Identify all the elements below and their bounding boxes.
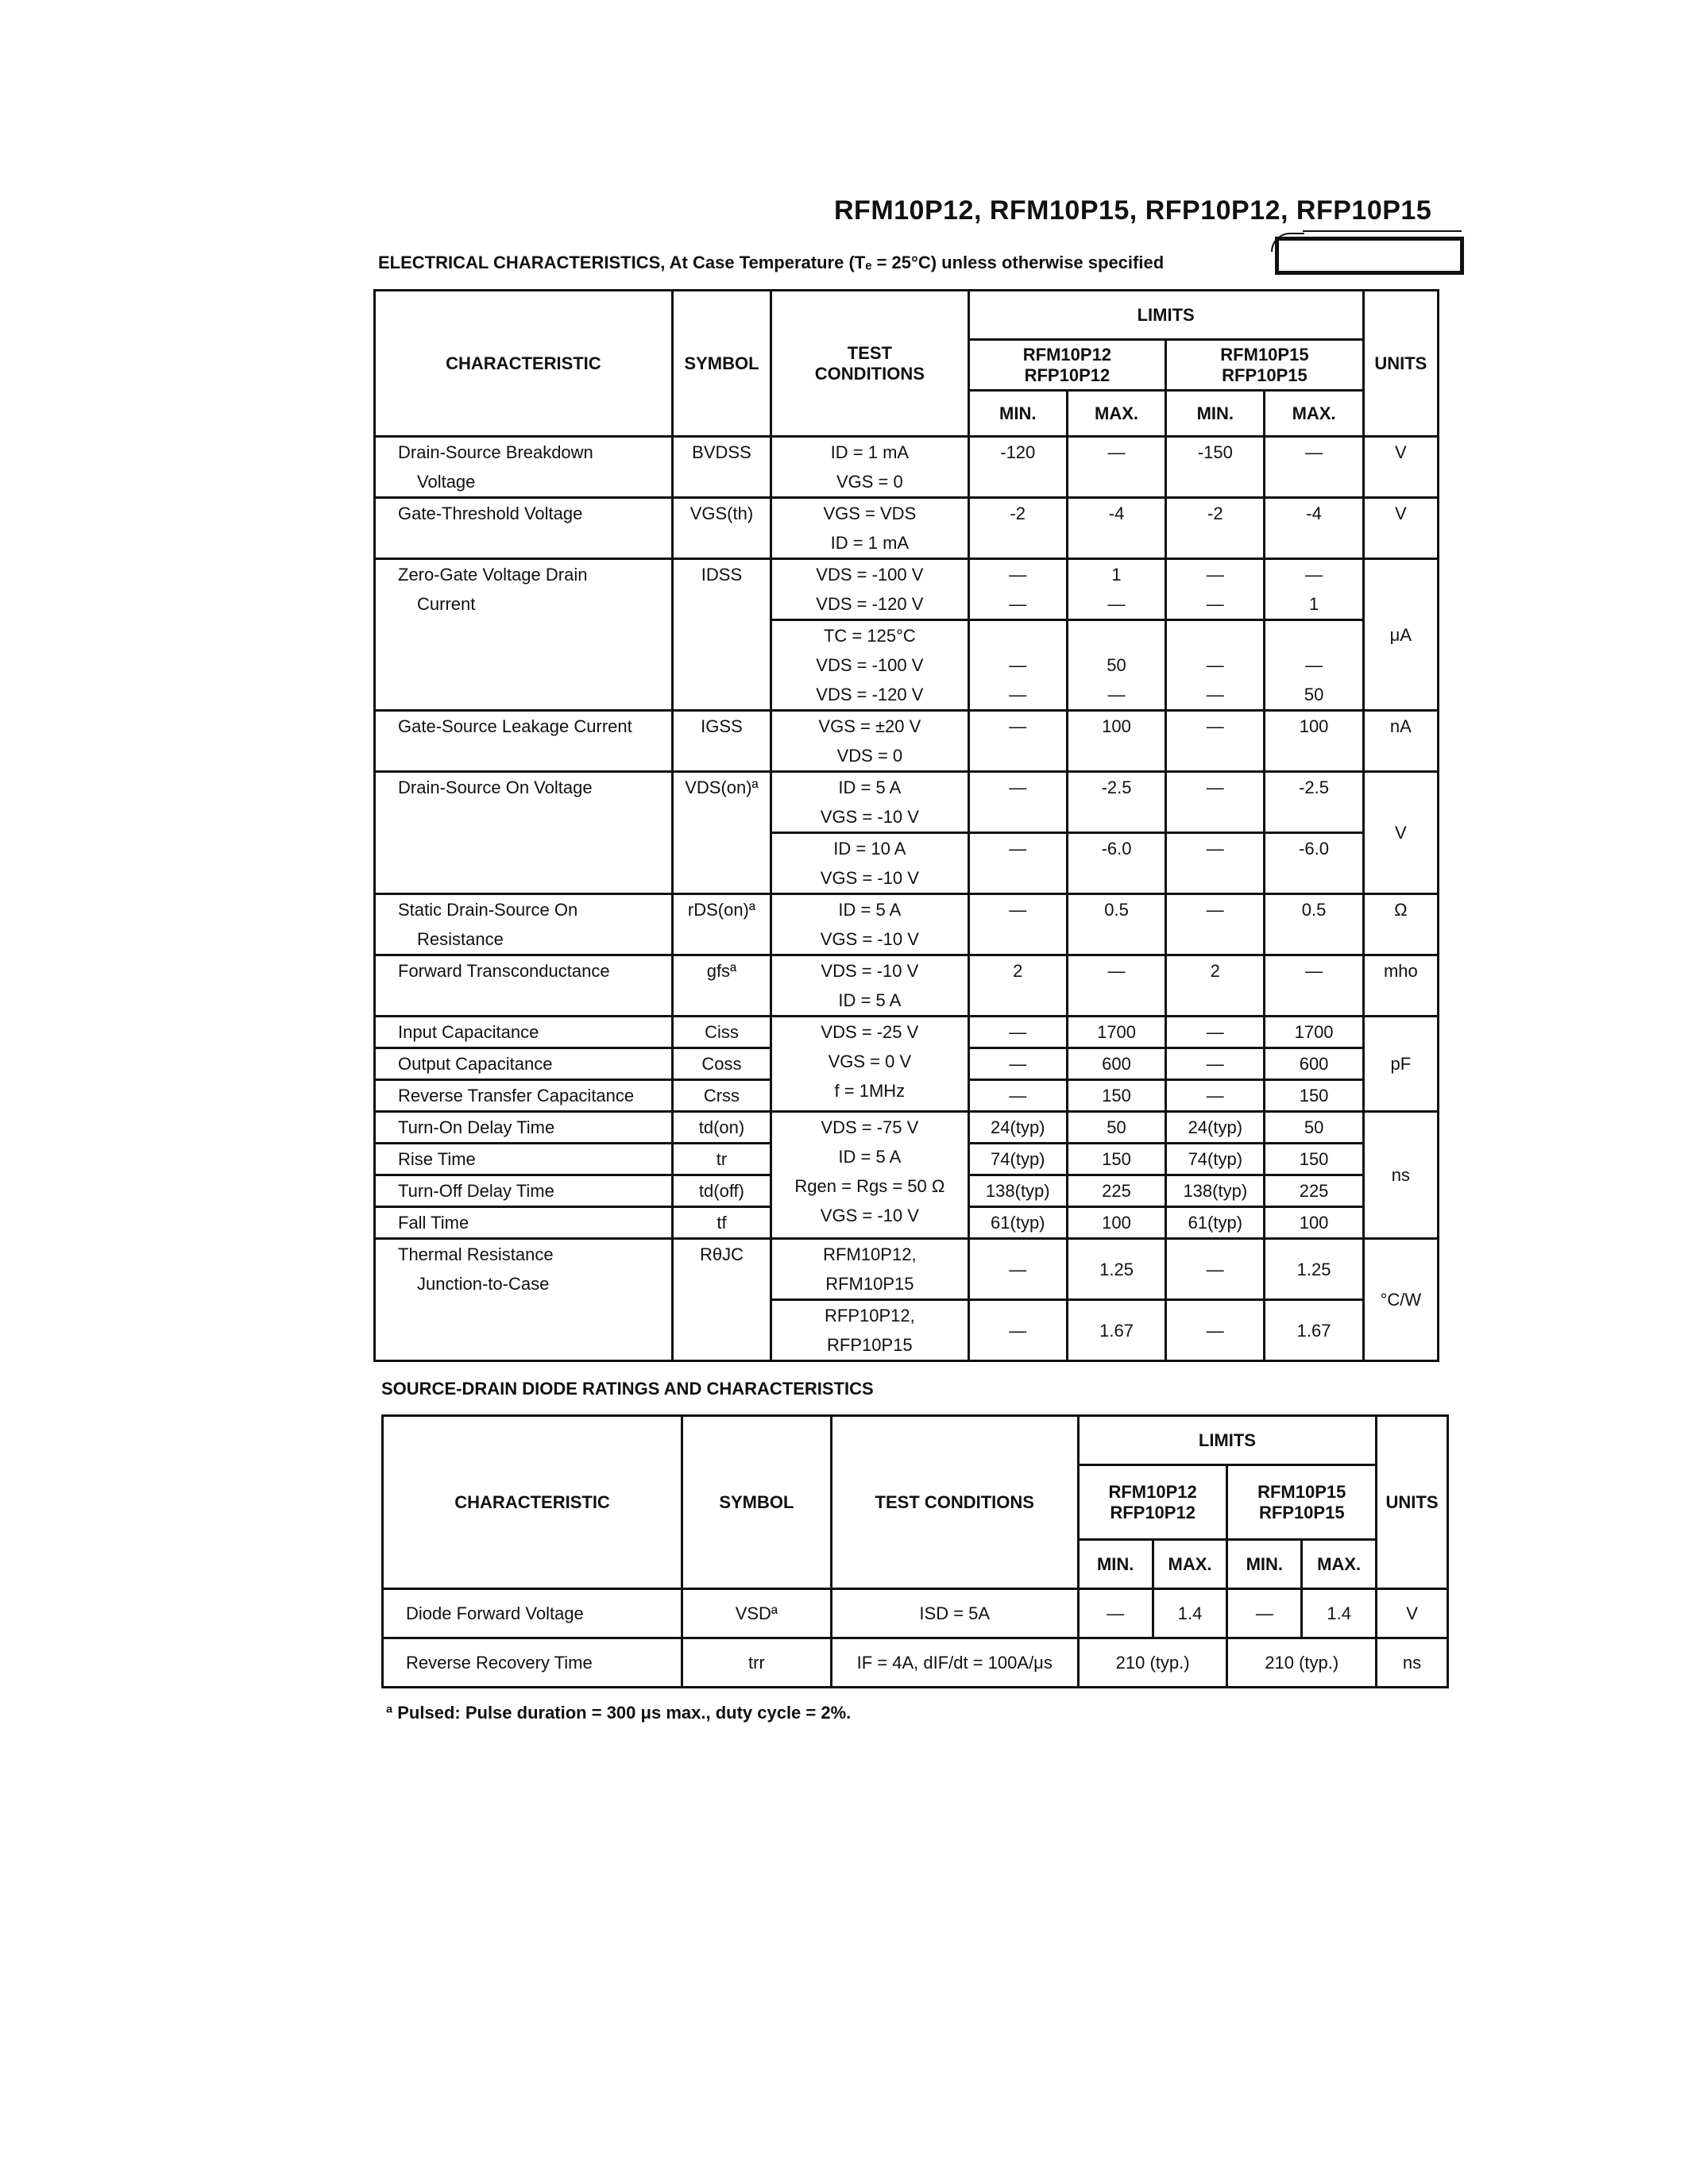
header-units: UNITS (1377, 1416, 1448, 1589)
header-max-2: MAX. (1302, 1540, 1377, 1589)
char-label: Voltage (417, 472, 476, 492)
value: 1700 (1294, 1022, 1334, 1042)
header-max-2: MAX. (1265, 391, 1363, 437)
value: 150 (1102, 1086, 1131, 1106)
table-row (383, 1638, 1448, 1688)
char-label: Turn-Off Delay Time (398, 1181, 554, 1201)
table-row (375, 955, 1439, 1017)
value: — (1009, 1259, 1027, 1279)
units: ns (1377, 1638, 1448, 1688)
value: — (1009, 594, 1027, 614)
value: 1.25 (1296, 1259, 1331, 1279)
value: — (1009, 655, 1027, 675)
condition: VDS = -10 V (821, 961, 919, 981)
condition: ID = 5 A (838, 900, 902, 920)
value: 600 (1102, 1054, 1131, 1074)
condition: VDS = -100 V (816, 655, 924, 675)
header-symbol: SYMBOL (682, 1416, 832, 1589)
table-row (375, 1112, 1439, 1144)
header-symbol: SYMBOL (672, 291, 771, 437)
value: -2 (1207, 504, 1223, 523)
char-label: Turn-On Delay Time (398, 1117, 555, 1137)
char-label: Reverse Recovery Time (383, 1638, 682, 1688)
condition: ID = 10 A (833, 839, 906, 859)
symbol: gfsª (706, 961, 737, 981)
header-min-2: MIN. (1227, 1540, 1302, 1589)
units: μA (1389, 624, 1412, 645)
value: 1 (1111, 565, 1122, 585)
units: V (1395, 823, 1407, 843)
char-label: Gate-Threshold Voltage (398, 504, 583, 523)
value: — (1305, 442, 1323, 462)
condition: VDS = -75 V (821, 1117, 919, 1137)
header-limits: LIMITS (968, 291, 1363, 340)
value: -4 (1108, 504, 1125, 523)
condition: VDS = -120 V (816, 594, 924, 614)
char-label: Input Capacitance (398, 1022, 539, 1042)
value: — (1206, 900, 1224, 920)
char-label: Junction-to-Case (417, 1274, 550, 1294)
table-row (375, 437, 1439, 498)
value: 1 (1308, 594, 1319, 614)
diode-section-title: SOURCE-DRAIN DIODE RATINGS AND CHARACTERISTICS (381, 1379, 874, 1399)
value: -2.5 (1299, 778, 1330, 797)
condition: VGS = -10 V (820, 1206, 919, 1225)
symbol: tf (717, 1213, 727, 1233)
value: 225 (1299, 1181, 1329, 1201)
header-min-1: MIN. (1078, 1540, 1153, 1589)
value: 150 (1299, 1086, 1329, 1106)
symbol: trr (682, 1638, 832, 1688)
value: 100 (1299, 716, 1329, 736)
value: 0.5 (1301, 900, 1327, 920)
group-1-line-2: RFP10P12 (1110, 1502, 1196, 1522)
value: — (1206, 839, 1224, 859)
group-1-line-2: RFP10P12 (1024, 365, 1111, 385)
value: 100 (1299, 1213, 1329, 1233)
symbol: VGS(th) (689, 504, 754, 523)
value: 2 (1210, 961, 1220, 981)
value: 61(typ) (991, 1213, 1045, 1233)
units: V (1395, 504, 1407, 523)
value: — (1206, 1054, 1224, 1074)
value: — (1305, 655, 1323, 675)
char-label: Diode Forward Voltage (383, 1589, 682, 1638)
symbol: IDSS (701, 565, 743, 585)
header-conditions-label: CONDITIONS (814, 363, 925, 384)
value: 1700 (1097, 1022, 1137, 1042)
header-characteristic: CHARACTERISTIC (375, 291, 673, 437)
value: 100 (1102, 1213, 1131, 1233)
char-label: Drain-Source Breakdown (398, 442, 593, 462)
units: V (1395, 442, 1407, 462)
char-label: Drain-Source On Voltage (398, 778, 593, 797)
value: — (1009, 716, 1027, 736)
condition: VGS = 0 V (828, 1051, 912, 1071)
value: — (1206, 778, 1224, 797)
header-min-2: MIN. (1166, 391, 1265, 437)
char-label: Fall Time (398, 1213, 469, 1233)
condition: RFM10P12, (823, 1244, 917, 1264)
header-characteristic: CHARACTERISTIC (383, 1416, 682, 1589)
value: -120 (1000, 442, 1036, 462)
condition: VDS = -25 V (821, 1022, 919, 1042)
value: -2 (1010, 504, 1026, 523)
header-group-2 (1166, 340, 1364, 391)
symbol: Coss (701, 1054, 742, 1074)
value: 61(typ) (1188, 1213, 1243, 1233)
group-1-line-1: RFM10P12 (1108, 1481, 1197, 1502)
symbol: VSDª (682, 1589, 832, 1638)
electrical-section-title: ELECTRICAL CHARACTERISTICS, At Case Temperature (Tₑ = 25°C) unless otherwise specified (378, 253, 1165, 272)
header-test-label: TEST (847, 342, 892, 363)
value: 50 (1304, 1117, 1324, 1137)
units: V (1377, 1589, 1448, 1638)
table-row (375, 711, 1439, 772)
header-group-2 (1227, 1465, 1377, 1540)
table-row (375, 1239, 1439, 1300)
header-test-conditions (771, 291, 969, 437)
value: — (1107, 594, 1126, 614)
value: — (1009, 900, 1027, 920)
units: nA (1389, 716, 1412, 736)
value: — (1009, 1054, 1027, 1074)
table-row (375, 498, 1439, 559)
value: 225 (1102, 1181, 1131, 1201)
value: 0.5 (1104, 900, 1129, 920)
units: °C/W (1380, 1290, 1422, 1310)
value: — (1009, 1086, 1027, 1106)
units: Ω (1394, 900, 1408, 920)
group-2-line-1: RFM10P15 (1257, 1481, 1346, 1502)
value: -6.0 (1101, 839, 1132, 859)
electrical-characteristics-table (373, 289, 1439, 1362)
group-2-line-1: RFM10P15 (1220, 344, 1309, 365)
value: 210 (typ.) (1227, 1638, 1377, 1688)
value: 210 (typ.) (1078, 1638, 1227, 1688)
value: -2.5 (1101, 778, 1132, 797)
symbol: Ciss (705, 1022, 739, 1042)
value: — (1107, 961, 1126, 981)
condition: VGS = 0 (836, 472, 903, 492)
value: — (1107, 685, 1126, 704)
value: 2 (1013, 961, 1023, 981)
condition: ID = 5 A (838, 1147, 902, 1167)
condition: IF = 4A, dIF/dt = 100A/μs (831, 1638, 1078, 1688)
blank-label-box (1275, 237, 1464, 275)
condition: ID = 1 mA (830, 442, 910, 462)
table-row (383, 1589, 1448, 1638)
value: 600 (1299, 1054, 1329, 1074)
condition: VGS = ±20 V (818, 716, 921, 736)
symbol: BVDSS (692, 442, 751, 462)
value: — (1305, 961, 1323, 981)
value: 50 (1107, 655, 1126, 675)
value: 1.67 (1099, 1320, 1134, 1341)
condition: RFP10P15 (827, 1335, 913, 1355)
value: — (1227, 1589, 1302, 1638)
value: 50 (1107, 1117, 1126, 1137)
value: 1.4 (1302, 1589, 1377, 1638)
condition: f = 1MHz (834, 1081, 906, 1101)
header-max-1: MAX. (1153, 1540, 1227, 1589)
value: — (1009, 565, 1027, 585)
symbol: IGSS (701, 716, 743, 736)
value: — (1305, 565, 1323, 585)
char-label: Current (417, 594, 476, 614)
value: — (1107, 442, 1126, 462)
units: mho (1383, 961, 1418, 981)
condition: VGS = VDS (823, 504, 917, 523)
value: 24(typ) (991, 1117, 1045, 1137)
value: 1.25 (1099, 1259, 1134, 1279)
table-row (375, 1017, 1439, 1048)
value: — (1206, 1320, 1224, 1341)
value: — (1009, 1022, 1027, 1042)
symbol: Crss (703, 1086, 740, 1106)
char-label: Rise Time (398, 1149, 476, 1169)
value: 1.67 (1296, 1320, 1331, 1341)
group-2-line-2: RFP10P15 (1258, 1502, 1345, 1522)
title-underline (1303, 230, 1462, 232)
units: ns (1391, 1165, 1410, 1185)
value: — (1206, 716, 1224, 736)
page-title: RFM10P12, RFM10P15, RFP10P12, RFP10P15 (834, 195, 1432, 226)
value: — (1206, 565, 1224, 585)
value: — (1206, 1086, 1224, 1106)
units: pF (1390, 1054, 1412, 1074)
footnote: ª Pulsed: Pulse duration = 300 μs max., duty cycle = 2%. (386, 1703, 852, 1723)
group-1-line-1: RFM10P12 (1022, 344, 1112, 365)
condition: ISD = 5A (831, 1589, 1078, 1638)
char-label: Reverse Transfer Capacitance (398, 1086, 635, 1106)
header-units: UNITS (1363, 291, 1438, 437)
condition: VDS = -120 V (816, 685, 924, 704)
diode-ratings-table (381, 1414, 1449, 1688)
symbol: rDS(on)ª (687, 900, 756, 920)
table-row (375, 894, 1439, 955)
value: 100 (1102, 716, 1131, 736)
condition: VGS = -10 V (820, 868, 919, 888)
header-test-conditions: TEST CONDITIONS (831, 1416, 1078, 1589)
value: — (1206, 1022, 1224, 1042)
value: 138(typ) (1183, 1181, 1248, 1201)
char-label: Gate-Source Leakage Current (398, 716, 632, 736)
condition: TC = 125°C (823, 626, 916, 646)
table-row (375, 559, 1439, 620)
condition: VGS = -10 V (820, 929, 919, 949)
condition: VDS = -100 V (816, 565, 924, 585)
condition: VGS = -10 V (820, 807, 919, 827)
value: 74(typ) (1188, 1149, 1243, 1169)
symbol: RθJC (699, 1244, 744, 1264)
value: — (1206, 655, 1224, 675)
table-row (375, 772, 1439, 833)
char-label: Static Drain-Source On (398, 900, 578, 920)
value: 24(typ) (1188, 1117, 1243, 1137)
value: -4 (1306, 504, 1322, 523)
header-max-1: MAX. (1067, 391, 1165, 437)
symbol: td(off) (698, 1181, 744, 1201)
condition: ID = 1 mA (830, 533, 910, 553)
value: 150 (1102, 1149, 1131, 1169)
value: — (1206, 1259, 1224, 1279)
value: — (1078, 1589, 1153, 1638)
symbol: VDS(on)ª (685, 778, 759, 797)
value: — (1009, 778, 1027, 797)
char-label: Zero-Gate Voltage Drain (398, 565, 588, 585)
value: — (1009, 1320, 1027, 1341)
value: -150 (1197, 442, 1233, 462)
char-label: Output Capacitance (398, 1054, 553, 1074)
group-2-line-2: RFP10P15 (1222, 365, 1308, 385)
header-group-1 (1078, 1465, 1227, 1540)
value: — (1009, 839, 1027, 859)
condition: VDS = 0 (836, 746, 903, 766)
value: 150 (1299, 1149, 1329, 1169)
value: — (1206, 685, 1224, 704)
value: 1.4 (1153, 1589, 1227, 1638)
value: 138(typ) (985, 1181, 1050, 1201)
header-limits: LIMITS (1078, 1416, 1376, 1465)
condition: RFM10P15 (825, 1274, 914, 1294)
condition: Rgen = Rgs = 50 Ω (794, 1176, 945, 1196)
header-min-1: MIN. (968, 391, 1067, 437)
char-label: Forward Transconductance (398, 961, 610, 981)
condition: ID = 5 A (838, 990, 902, 1010)
value: 50 (1304, 685, 1324, 704)
value: — (1206, 594, 1224, 614)
value: — (1009, 685, 1027, 704)
value: -6.0 (1299, 839, 1330, 859)
condition: RFP10P12, (825, 1306, 915, 1325)
value: 74(typ) (991, 1149, 1045, 1169)
char-label: Thermal Resistance (398, 1244, 554, 1264)
symbol: tr (716, 1149, 728, 1169)
header-group-1 (968, 340, 1166, 391)
char-label: Resistance (417, 929, 504, 949)
condition: ID = 5 A (838, 778, 902, 797)
symbol: td(on) (698, 1117, 745, 1137)
